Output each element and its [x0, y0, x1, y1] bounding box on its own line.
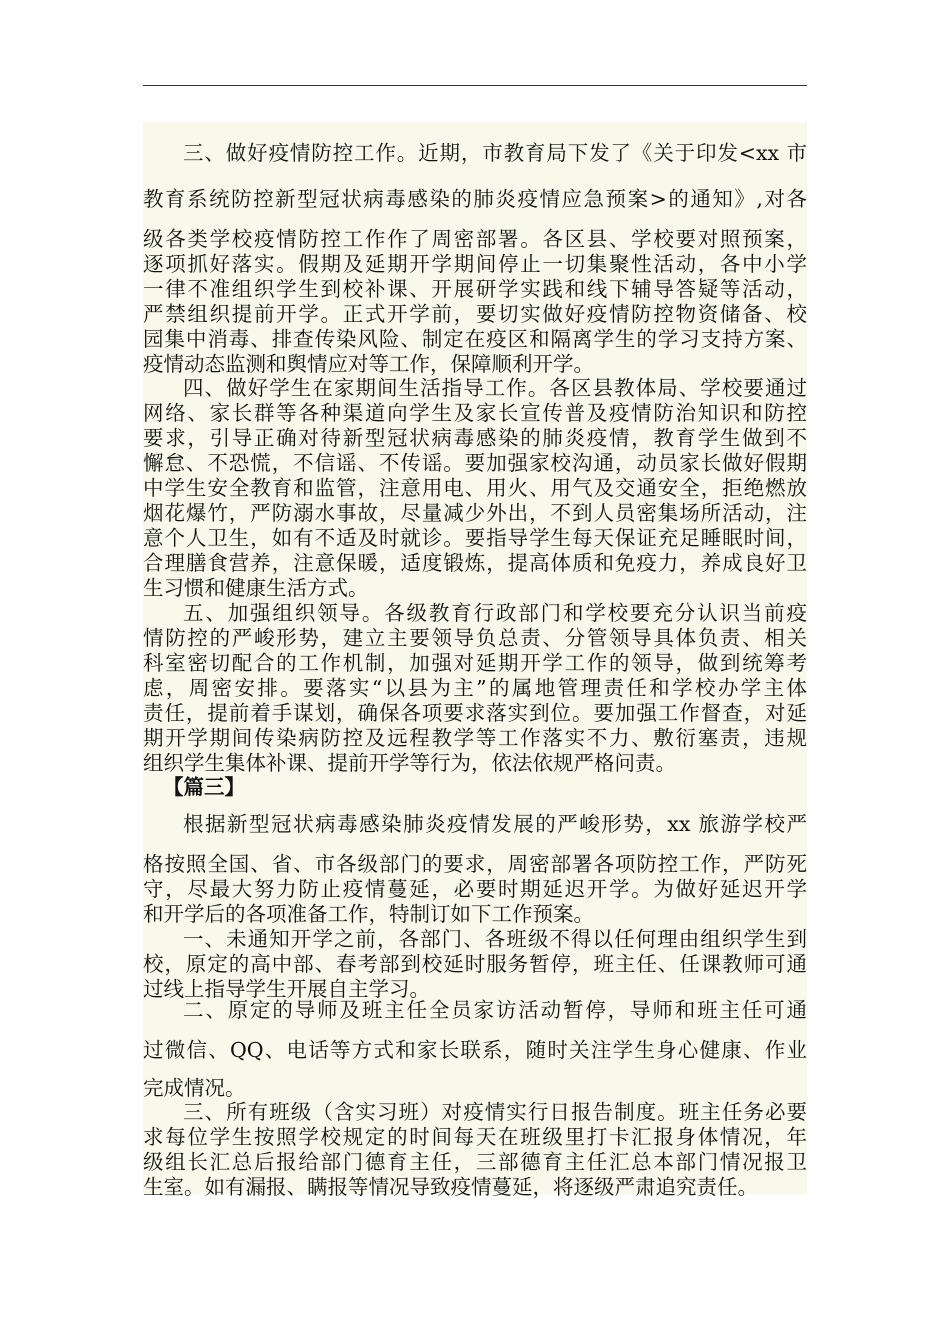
text-line: 守，尽最大努力防止疫情蔓延，必要时期延迟开学。为做好延迟开学	[143, 877, 807, 901]
text-line: 生习惯和健康生活方式。	[143, 576, 369, 600]
text-line: 过微信、QQ、电话等方式和家长联系，随时关注学生身心健康、作业	[143, 1038, 807, 1062]
text-line: 虑，周密安排。要落实“以县为主”的属地管理责任和学校办学主体	[143, 676, 807, 700]
text-line: 严禁组织提前开学。正式开学前，要切实做好疫情防控物资储备、校	[143, 302, 807, 326]
text-line: 完成情况。	[143, 1076, 246, 1100]
text-line: 三、做好疫情防控工作。近期，市教育局下发了《关于印发<xx 市	[183, 141, 807, 165]
text-line: 教育系统防控新型冠状病毒感染的肺炎疫情应急预案>的通知》,对各	[143, 187, 807, 211]
text-line: 生室。如有漏报、瞒报等情况导致疫情蔓延，将逐级严肃追究责任。	[143, 1175, 758, 1199]
text-line: 三、所有班级（含实习班）对疫情实行日报告制度。班主任务必要	[183, 1100, 807, 1124]
text-line: 要求，引导正确对待新型冠状病毒感染的肺炎疫情，教育学生做到不	[143, 426, 807, 450]
text-line: 情防控的严峻形势，建立主要领导负总责、分管领导具体负责、相关	[143, 626, 807, 650]
text-line: 科室密切配合的工作机制，加强对延期开学工作的领导，做到统筹考	[143, 651, 807, 675]
text-line: 合理膳食营养，注意保暖，适度锻炼，提高体质和免疫力，养成良好卫	[143, 551, 807, 575]
text-line: 过线上指导学生开展自主学习。	[143, 977, 430, 1001]
text-line: 园集中消毒、排查传染风险、制定在疫区和隔离学生的学习支持方案、	[143, 327, 807, 351]
text-line: 二、原定的导师及班主任全员家访活动暂停，导师和班主任可通	[183, 998, 807, 1022]
text-line: 中学生安全教育和监管，注意用电、用火、用气及交通安全，拒绝燃放	[143, 476, 807, 500]
text-line: 和开学后的各项准备工作，特制订如下工作预案。	[143, 902, 594, 926]
header-rule	[143, 85, 807, 86]
document-body	[143, 122, 807, 1199]
text-line: 四、做好学生在家期间生活指导工作。各区县教体局、学校要通过	[183, 376, 807, 400]
text-line: 责任，提前着手谋划，确保各项要求落实到位。要加强工作督查，对延	[143, 701, 807, 725]
text-line: 意个人卫生，如有不适及时就诊。要指导学生每天保证充足睡眠时间，	[143, 526, 807, 550]
text-line: 网络、家长群等各种渠道向学生及家长宣传普及疫情防治知识和防控	[143, 401, 807, 425]
text-line: 校，原定的高中部、春考部到校延时服务暂停，班主任、任课教师可通	[143, 952, 807, 976]
text-line: 组织学生集体补课、提前开学等行为，依法依规严格问责。	[143, 751, 676, 775]
text-line: 烟花爆竹，严防溺水事故，尽量减少外出，不到人员密集场所活动，注	[143, 501, 807, 525]
text-line: 一律不准组织学生到校补课、开展研学实践和线下辅导答疑等活动，	[143, 277, 807, 301]
text-line: 懈怠、不恐慌，不信谣、不传谣。要加强家校沟通，动员家长做好假期	[143, 451, 807, 475]
text-line: 五、加强组织领导。各级教育行政部门和学校要充分认识当前疫	[183, 601, 807, 625]
text-line: 根据新型冠状病毒感染肺炎疫情发展的严峻形势，xx 旅游学校严	[183, 812, 807, 836]
text-line: 求每位学生按照学校规定的时间每天在班级里打卡汇报身体情况，年	[143, 1125, 807, 1149]
text-line: 级各类学校疫情防控工作作了周密部署。各区县、学校要对照预案，	[143, 227, 807, 251]
section-heading: 【篇三】	[163, 775, 245, 799]
text-line: 逐项抓好落实。假期及延期开学期间停止一切集聚性活动，各中小学	[143, 252, 807, 276]
text-line: 期开学期间传染病防控及远程教学等工作落实不力、敷衍塞责，违规	[143, 726, 807, 750]
text-line: 疫情动态监测和舆情应对等工作，保障顺利开学。	[143, 352, 594, 376]
text-line: 级组长汇总后报给部门德育主任，三部德育主任汇总本部门情况报卫	[143, 1150, 807, 1174]
text-line: 格按照全国、省、市各级部门的要求，周密部署各项防控工作，严防死	[143, 852, 807, 876]
text-line: 一、未通知开学之前，各部门、各班级不得以任何理由组织学生到	[183, 927, 807, 951]
